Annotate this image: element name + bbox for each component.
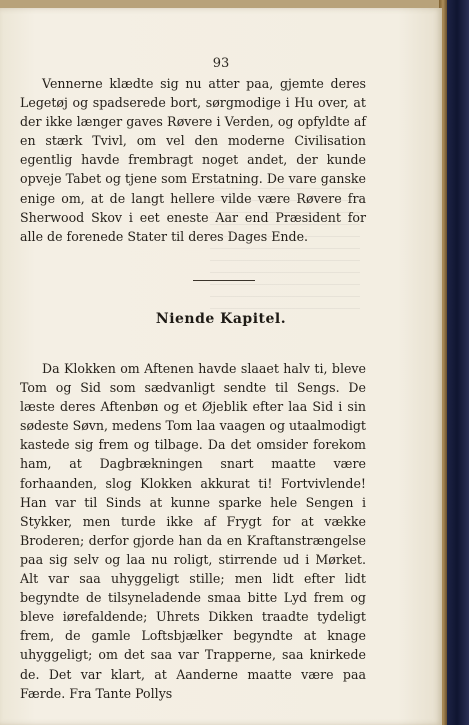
chapter-heading: Niende Kapitel. <box>155 311 287 327</box>
page-number: 93 <box>212 56 230 71</box>
section-divider <box>193 280 255 281</box>
paragraph-block-1 <box>20 74 366 246</box>
book-page <box>0 8 442 725</box>
paragraph-2: Da Klokken om Aftenen havde slaaet halv ti, bleve Tom og Sid som sædvanligt sendte til Sengs. De læste deres Aftenbøn og et Øjeblik efter laa Sid i sin sødeste Søvn, medens Tom laa vaagen og utaalmodigt kastede sig frem og tilbage. Da det omsider forekom ham, at Dagbrækningen snart maatte være forhaanden, slog Klokken akkurat ti! Fortvivlende! Han var til Sinds at kunne sparke hele Sengen i Stykker, men turde ikke af Frygt for at vække Broderen; derfor gjorde han da en Kraftanstrængelse paa sig selv og laa nu roligt, stirrende ud i Mørket. Alt var saa uhyggeligt stille; men lidt efter lidt begyndte de tilsyneladende smaa bitte Lyd frem og bleve iørefaldende; Uhrets Dikken traadte tydeligt frem, de gamle Loftsbjælker begyndte at knage uhyggeligt; om det saa var Trapperne, saa knirkede de. Det var klart, at Aanderne maatte være paa Færde. Fra Tante Pollys <box>20 361 366 701</box>
paragraph-1: Vennerne klædte sig nu atter paa, gjemte deres Legetøj og spadserede bort, sørgmodige i Hu over, at der ikke længer gaves Røvere i Verden, og opfyldte af en stærk Tvivl, om vel den moderne Civilisation egentlig havde frembragt noget andet, der kunde opveje Tabet og tjene som Erstatning. De vare ganske enige om, at de langt hellere vilde være Røvere fra Sherwood Skov i eet eneste Aar end Præsident for alle de forenede Stater til deres Dages Ende. <box>20 76 366 244</box>
paragraph-block-2 <box>20 359 366 703</box>
